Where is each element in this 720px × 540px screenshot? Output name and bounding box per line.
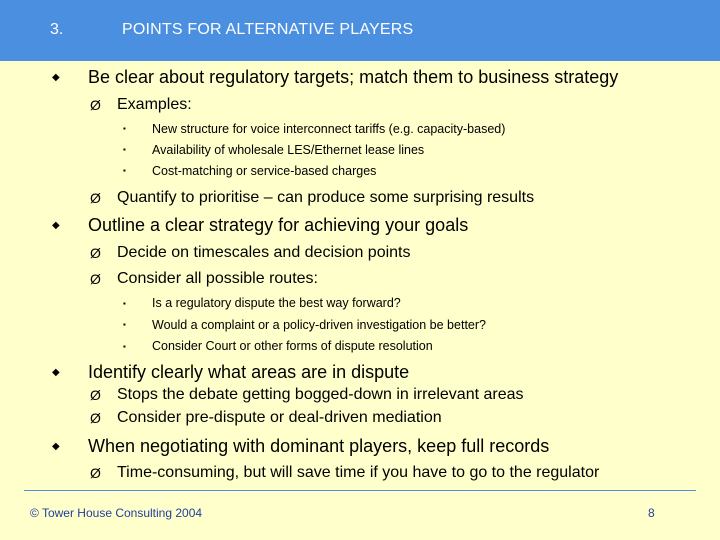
sub-point-4a: Time-consuming, but will save time if you have to go to the regulator	[117, 464, 600, 481]
bullet-point-2: Outline a clear strategy for achieving your goals	[88, 215, 469, 235]
arrow-bullet-icon: Ø	[90, 271, 101, 287]
slide-title: POINTS FOR ALTERNATIVE PLAYERS	[122, 21, 414, 38]
bullet-point-4: When negotiating with dominant players, keep full records	[88, 436, 550, 456]
diamond-bullet-icon: ◆	[52, 441, 60, 452]
square-bullet-icon: ▪	[123, 320, 126, 329]
sub-point-2b: Consider all possible routes:	[117, 270, 318, 287]
sub-point-1b: Quantify to prioritise – can produce some surprising results	[117, 189, 535, 206]
detail-point-1a-2: Availability of wholesale LES/Ethernet lease lines	[152, 143, 425, 157]
arrow-bullet-icon: Ø	[90, 190, 101, 206]
diamond-bullet-icon: ◆	[52, 220, 60, 231]
arrow-bullet-icon: Ø	[90, 97, 101, 113]
diamond-bullet-icon: ◆	[52, 72, 60, 83]
footer-divider	[24, 490, 696, 491]
square-bullet-icon: ▪	[123, 342, 126, 351]
bullet-point-3: Identify clearly what areas are in dispute	[88, 362, 410, 382]
square-bullet-icon: ▪	[123, 145, 126, 154]
title-bar	[0, 0, 720, 61]
square-bullet-icon: ▪	[123, 124, 126, 133]
page-number: 8	[648, 506, 655, 520]
detail-point-1a-1: New structure for voice interconnect tariffs (e.g. capacity-based)	[152, 122, 506, 136]
square-bullet-icon: ▪	[123, 299, 126, 308]
detail-point-2b-2: Would a complaint or a policy-driven investigation be better?	[152, 318, 486, 332]
detail-point-2b-1: Is a regulatory dispute the best way forward?	[152, 296, 401, 310]
bullet-point-1: Be clear about regulatory targets; match them to business strategy	[88, 67, 619, 87]
arrow-bullet-icon: Ø	[90, 387, 101, 403]
arrow-bullet-icon: Ø	[90, 410, 101, 426]
sub-point-1a: Examples:	[117, 96, 192, 113]
arrow-bullet-icon: Ø	[90, 245, 101, 261]
sub-point-3a: Stops the debate getting bogged-down in irrelevant areas	[117, 386, 524, 403]
square-bullet-icon: ▪	[123, 166, 126, 175]
arrow-bullet-icon: Ø	[90, 465, 101, 481]
sub-point-2a: Decide on timescales and decision points	[117, 244, 411, 261]
sub-point-3b: Consider pre-dispute or deal-driven mediation	[117, 409, 442, 426]
detail-point-2b-3: Consider Court or other forms of dispute resolution	[152, 339, 433, 353]
diamond-bullet-icon: ◆	[52, 367, 60, 378]
detail-point-1a-3: Cost-matching or service-based charges	[152, 164, 377, 178]
section-number: 3.	[50, 21, 64, 38]
copyright-notice: © Tower House Consulting 2004	[30, 506, 203, 520]
